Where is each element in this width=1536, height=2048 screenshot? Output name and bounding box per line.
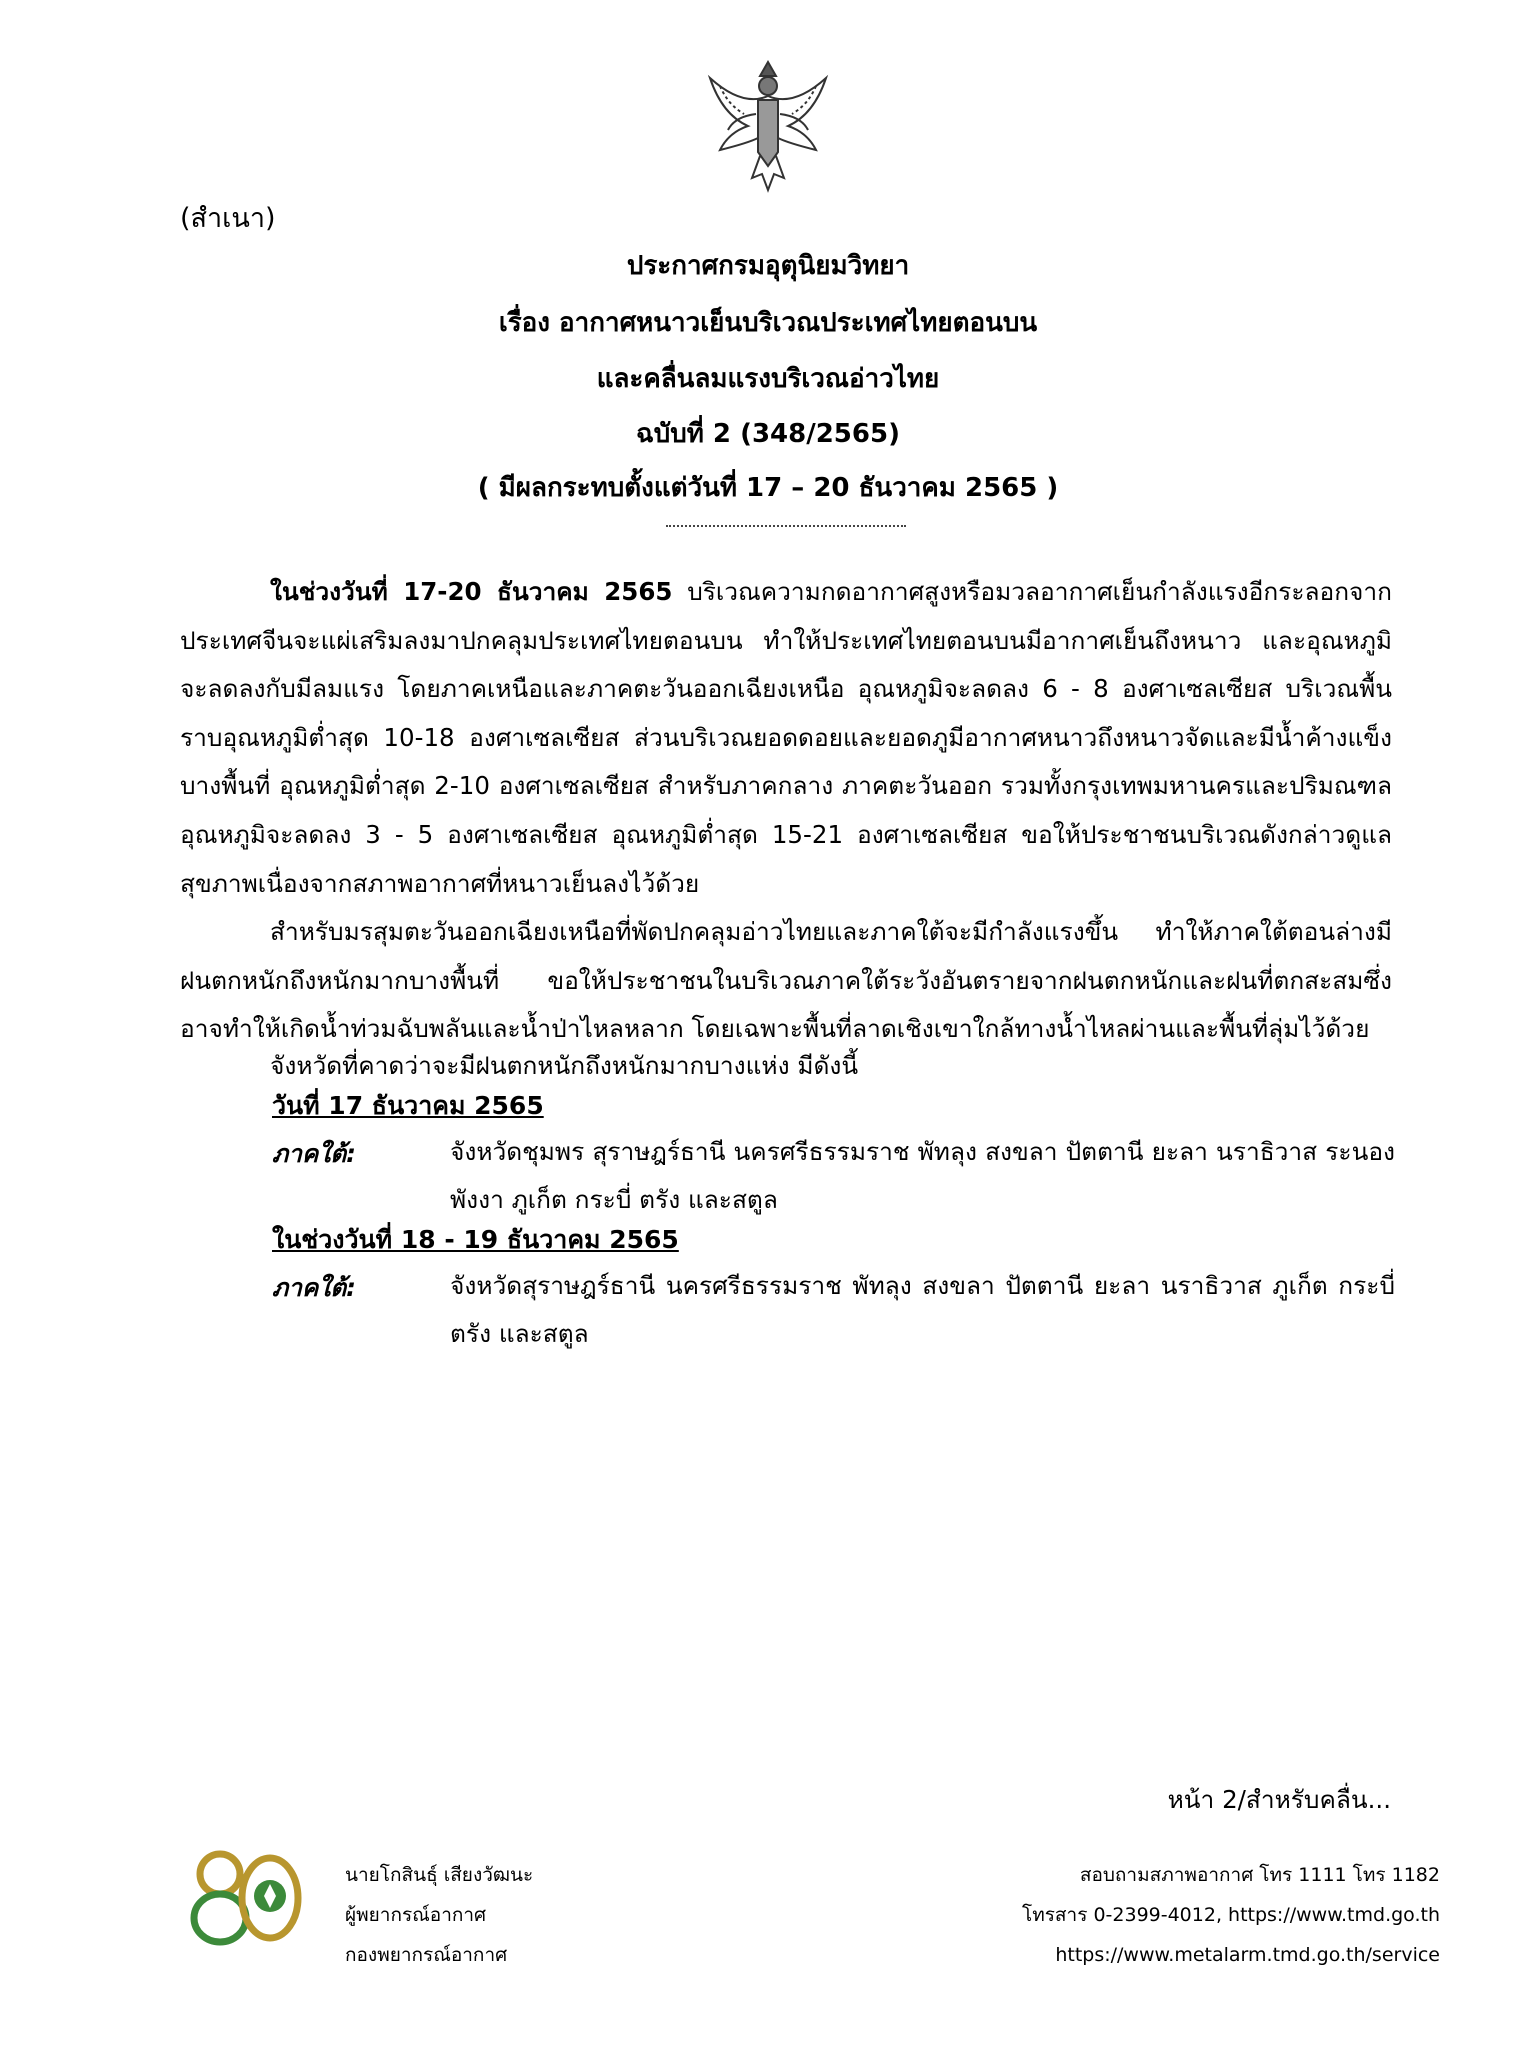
forecast-province-list: จังหวัดชุมพร สุราษฎร์ธานี นครศรีธรรมราช พัทลุง สงขลา ปัตตานี ยะลา นราธิวาส ระนอง พังงา ภูเก็ต กระบี่ ตรัง และสตูล — [450, 1137, 1395, 1214]
copy-mark: (สำเนา) — [180, 203, 276, 234]
forecast-date-heading: ในช่วงวันที่ 18 - 19 ธันวาคม 2565 — [272, 1225, 679, 1254]
paragraph-body: บริเวณความกดอากาศสูงหรือมวลอากาศเย็นกำลังแรงอีกระลอกจากประเทศจีนจะแผ่เสริมลงมาปกคลุมประเทศไทยตอนบน ทำให้ประเทศไทยตอนบนมีอากาศเย็นถึงหนาว และอุณหภูมิจะลดลงกับมีลมแรง โดยภาคเหนือและภาคตะวันออกเฉียงเหนือ อุณหภูมิจะลดลง 6 - 8 องศาเซลเซียส บริเวณพื้นราบอุณหภูมิต่ำสุด 10-18 องศาเซลเซียส ส่วนบริเวณยอดดอยและยอดภูมีอากาศหนาวถึงหนาวจัดและมีน้ำค้างแข็งบางพื้นที่ อุณหภูมิต่ำสุด 2-10 องศาเซลเซียส สำหรับภาคกลาง ภาคตะวันออก รวมทั้งกรุงเทพมหานครและปริมณฑล อุณหภูมิจะลดลง 3 - 5 องศาเซลเซียส อุณหภูมิต่ำสุด 15-21 องศาเซลเซียส ขอให้ประชาชนบริเวณดังกล่าวดูแลสุขภาพเนื่องจากสภาพอากาศที่หนาวเย็นลงไว้ด้วย — [180, 577, 1392, 898]
forecaster-name: นายโกสินธุ์ เสียงวัฒนะ — [345, 1864, 534, 1886]
issue-number: ฉบับที่ 2 (348/2565) — [636, 419, 900, 449]
forecast-region-label: ภาคใต้: — [272, 1273, 356, 1302]
paragraph-cold-weather — [180, 568, 1392, 908]
paragraph-provinces-intro — [180, 1042, 1392, 1091]
footer-contact — [1022, 1855, 1440, 1975]
announcement-title: ประกาศกรมอุตุนิยมวิทยา — [626, 251, 910, 281]
forecast-province-list: จังหวัดสุราษฎร์ธานี นครศรีธรรมราช พัทลุง สงขลา ปัตตานี ยะลา นราธิวาส ภูเก็ต กระบี่ ตรัง และสตูล — [450, 1271, 1395, 1348]
paragraph-body: จังหวัดที่คาดว่าจะมีฝนตกหนักถึงหนักมากบางแห่ง มีดังนี้ — [270, 1051, 859, 1080]
footer-forecaster — [345, 1855, 533, 1975]
paragraph-lead: ในช่วงวันที่ 17-20 ธันวาคม 2565 — [270, 577, 673, 606]
announcement-subject: เรื่อง อากาศหนาวเย็นบริเวณประเทศไทยตอนบน — [498, 308, 1038, 338]
paragraph-body: สำหรับมรสุมตะวันออกเฉียงเหนือที่พัดปกคลุมอ่าวไทยและภาคใต้จะมีกำลังแรงขึ้น ทำให้ภาคใต้ตอนล่างมีฝนตกหนักถึงหนักมากบางพื้นที่ ขอให้ประชาชนในบริเวณภาคใต้ระวังอันตรายจากฝนตกหนักและฝนที่ตกสะสมซึ่งอาจทำให้เกิดน้ำท่วมฉับพลันและน้ำป่าไหลหลาก โดยเฉพาะพื้นที่ลาดเชิงเขาใกล้ทางน้ำไหลผ่านและพื้นที่ลุ่มไว้ด้วย — [180, 917, 1392, 1044]
tmd-80-logo — [182, 1840, 310, 1970]
effective-period: ( มีผลกระทบตั้งแต่วันที่ 17 – 20 ธันวาคม 2565 ) — [477, 473, 1059, 503]
garuda-emblem — [700, 56, 836, 196]
divider — [666, 525, 906, 527]
contact-service-link[interactable]: https://www.metalarm.tmd.go.th/service — [1055, 1944, 1440, 1966]
forecaster-division: กองพยากรณ์อากาศ — [345, 1944, 508, 1966]
forecast-date-heading: วันที่ 17 ธันวาคม 2565 — [272, 1091, 544, 1120]
next-page-reference: หน้า 2/สำหรับคลื่น... — [1167, 1785, 1391, 1814]
announcement-subject-cont: และคลื่นลมแรงบริเวณอ่าวไทย — [596, 364, 940, 394]
paragraph-monsoon — [180, 908, 1392, 1054]
contact-phone: สอบถามสภาพอากาศ โทร 1111 โทร 1182 — [1079, 1864, 1440, 1886]
forecaster-title: ผู้พยากรณ์อากาศ — [345, 1904, 487, 1926]
forecast-region-label: ภาคใต้: — [272, 1139, 356, 1168]
contact-fax-website: โทรสาร 0-2399-4012, https://www.tmd.go.th — [1022, 1904, 1440, 1926]
